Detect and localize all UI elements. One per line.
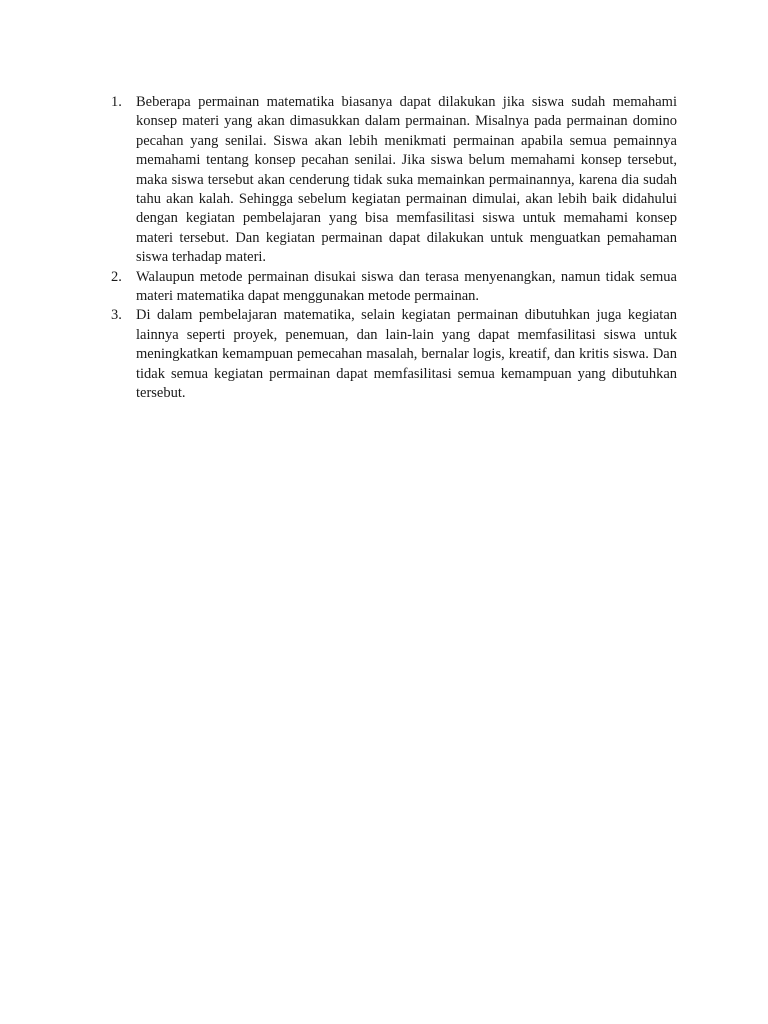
list-item-number: 2.	[111, 268, 122, 285]
numbered-list	[108, 93, 677, 404]
list-item-text: Walaupun metode permainan disukai siswa dan terasa menyenangkan, namun tidak semua materi matematika dapat menggunakan metode permainan.	[136, 268, 677, 305]
list-item	[108, 268, 677, 307]
list-item	[108, 306, 677, 403]
list-item	[108, 93, 677, 268]
list-item-text: Beberapa permainan matematika biasanya dapat dilakukan jika siswa sudah memahami konsep materi yang akan dimasukkan dalam permainan. Misalnya pada permainan domino pecahan yang senilai. Siswa akan lebih menikmati permainan apabila semua pemainnya memahami tentang konsep pecahan senilai. Jika siswa belum memahami konsep tersebut, maka siswa tersebut akan cenderung tidak suka memainkan permainannya, karena dia sudah tahu akan kalah. Sehingga sebelum kegiatan permainan dimulai, akan lebih baik didahului dengan kegiatan pembelajaran yang bisa memfasilitasi siswa untuk memahami konsep materi tersebut. Dan kegiatan permainan dapat dilakukan untuk menguatkan pemahaman siswa terhadap materi.	[136, 94, 677, 266]
list-item-number: 1.	[111, 94, 122, 110]
list-item-text: Di dalam pembelajaran matematika, selain kegiatan permainan dibutuhkan juga kegiatan lainnya seperti proyek, penemuan, dan lain-lain yang dapat memfasilitasi siswa untuk meningkatkan kemampuan pemecahan masalah, bernalar logis, kreatif, dan kritis siswa. Dan tidak semua kegiatan permainan dapat memfasilitasi semua kemampuan yang dibutuhkan tersebut.	[136, 307, 677, 402]
list-item-number: 3.	[111, 307, 122, 324]
